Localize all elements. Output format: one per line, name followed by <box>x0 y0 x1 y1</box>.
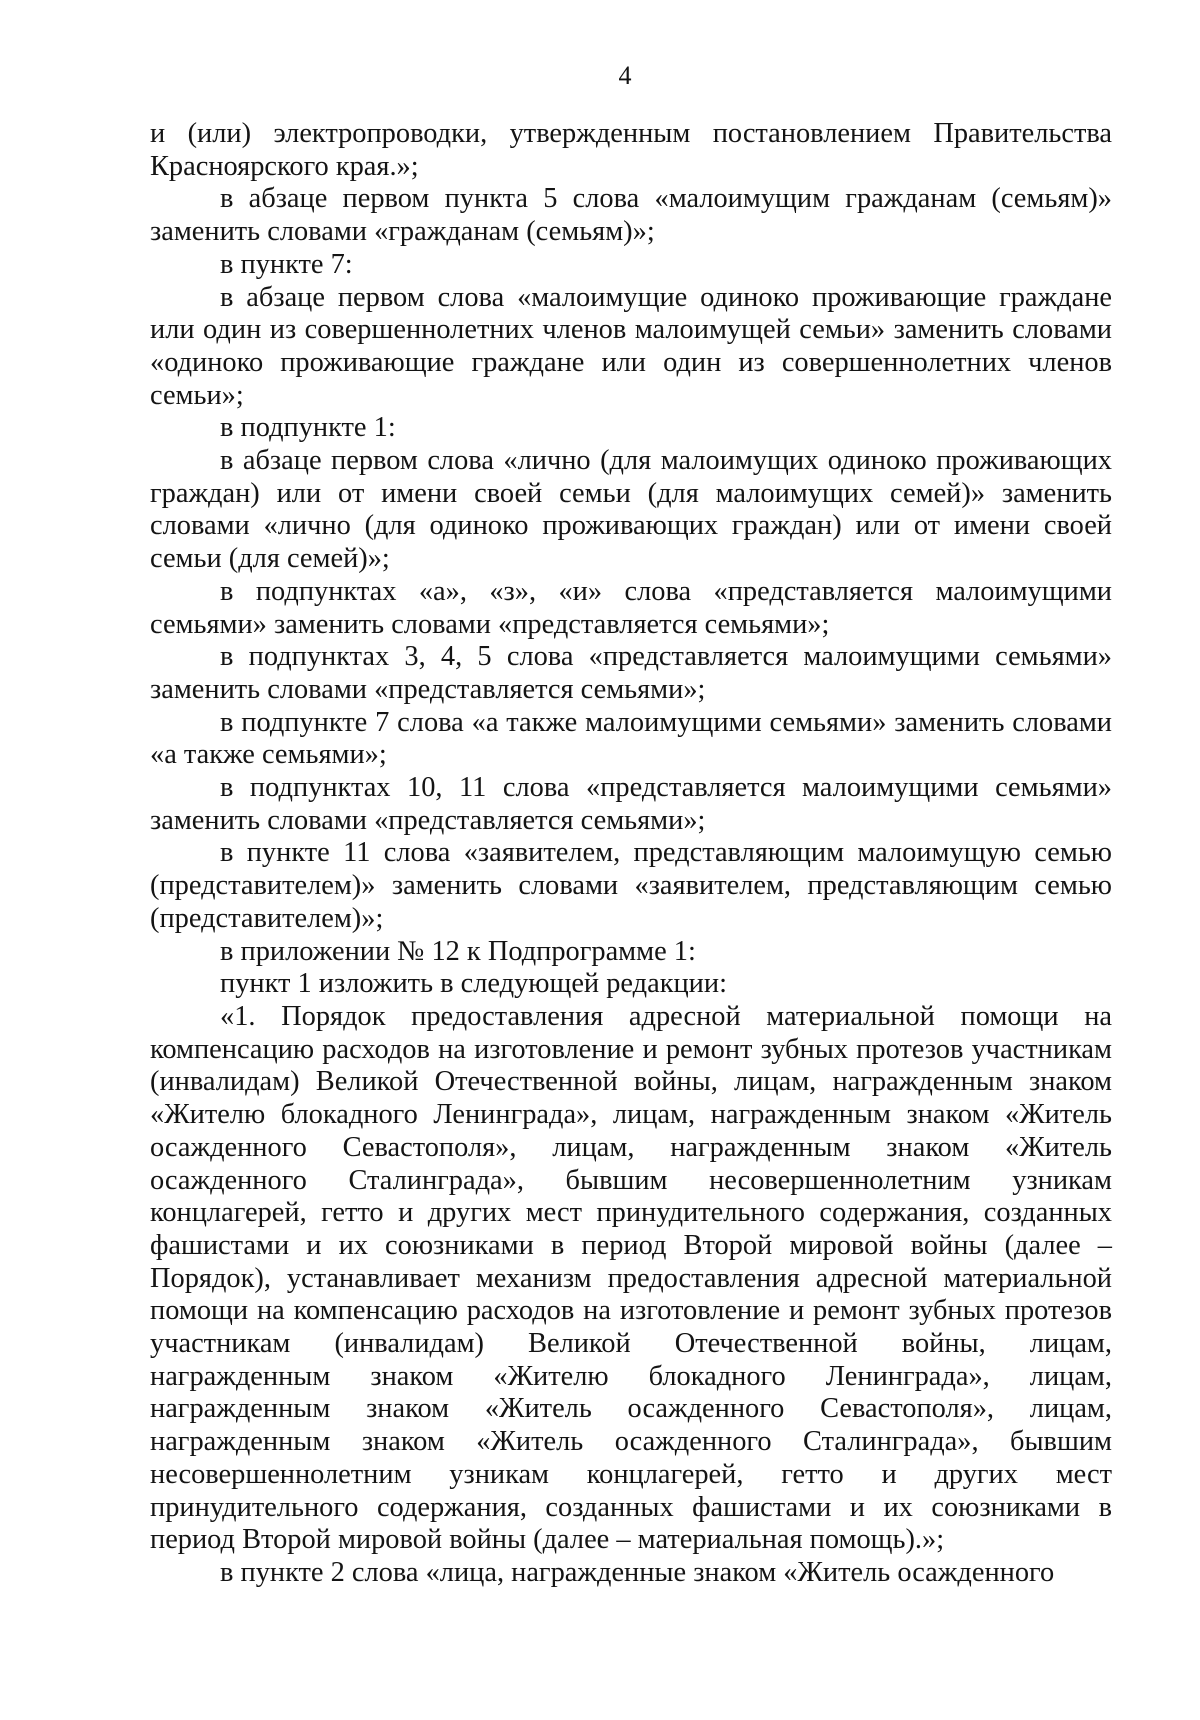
paragraph: в подпункте 1: <box>220 412 396 444</box>
paragraph: в подпунктах «а», «з», «и» слова «представляется малоимущими семьями» заменить словами «представляется семьями»; <box>150 575 1112 640</box>
page-number: 4 <box>618 61 632 90</box>
paragraph: «1. Порядок предоставления адресной материальной помощи на компенсацию расходов на изготовление и ремонт зубных протезов участникам (инвалидам) Великой Отечественной войны, лицам, награжденным знаком «Жителю блокадного Ленинграда», лицам, награжденным знаком «Житель осажденного Севастополя», лицам, награжденным знаком «Житель осажденного Сталинграда», бывшим несовершеннолетним узникам концлагерей, гетто и других мест принудительного содержания, созданных фашистами и их союзниками в период Второй мировой войны (далее – Порядок), устанавливает механизм предоставления адресной материальной помощи на компенсацию расходов на изготовление и ремонт зубных протезов участникам (инвалидам) Великой Отечественной войны, лицам, награжденным знаком «Жителю блокадного Ленинграда», лицам, награжденным знаком «Житель осажденного Севастополя», лицам, награжденным знаком «Житель осажденного Сталинграда», бывшим несовершеннолетним узникам концлагерей, гетто и других мест принудительного содержания, созданных фашистами и их союзниками в период Второй мировой войны (далее – материальная помощь).»; <box>150 1000 1112 1556</box>
paragraph: в подпункте 7 слова «а также малоимущими семьями» заменить словами «а также семьями»; <box>150 706 1112 771</box>
document-body <box>150 118 1112 1590</box>
paragraph: в пункте 11 слова «заявителем, представляющим малоимущую семью (представителем)» заменить словами «заявителем, представляющим семью (представителем)»; <box>150 837 1112 934</box>
paragraph: в приложении № 12 к Подпрограмме 1: <box>220 935 696 967</box>
paragraph: в абзаце первом слова «малоимущие одиноко проживающие граждане или один из совершеннолетних членов малоимущей семьи» заменить словами «одиноко проживающие граждане или один из совершеннолетних членов семьи»; <box>150 281 1112 411</box>
paragraph: в пункте 7: <box>220 248 353 280</box>
paragraph: в абзаце первом пункта 5 слова «малоимущим гражданам (семьям)» заменить словами «гражданам (семьям)»; <box>150 183 1112 248</box>
paragraph: пункт 1 изложить в следующей редакции: <box>220 968 727 1000</box>
paragraph: в абзаце первом слова «лично (для малоимущих одиноко проживающих граждан) или от имени своей семьи (для малоимущих семей)» заменить словами «лично (для одиноко проживающих граждан) или от имени своей семьи (для семей)»; <box>150 445 1112 575</box>
paragraph: и (или) электропроводки, утвержденным постановлением Правительства Красноярского края.»; <box>150 118 1112 182</box>
paragraph: в пункте 2 слова «лица, награжденные знаком «Житель осажденного <box>220 1556 1055 1588</box>
paragraph: в подпунктах 10, 11 слова «представляется малоимущими семьями» заменить словами «представляется семьями»; <box>150 772 1112 836</box>
paragraph: в подпунктах 3, 4, 5 слова «представляется малоимущими семьями» заменить словами «представляется семьями»; <box>150 641 1112 705</box>
